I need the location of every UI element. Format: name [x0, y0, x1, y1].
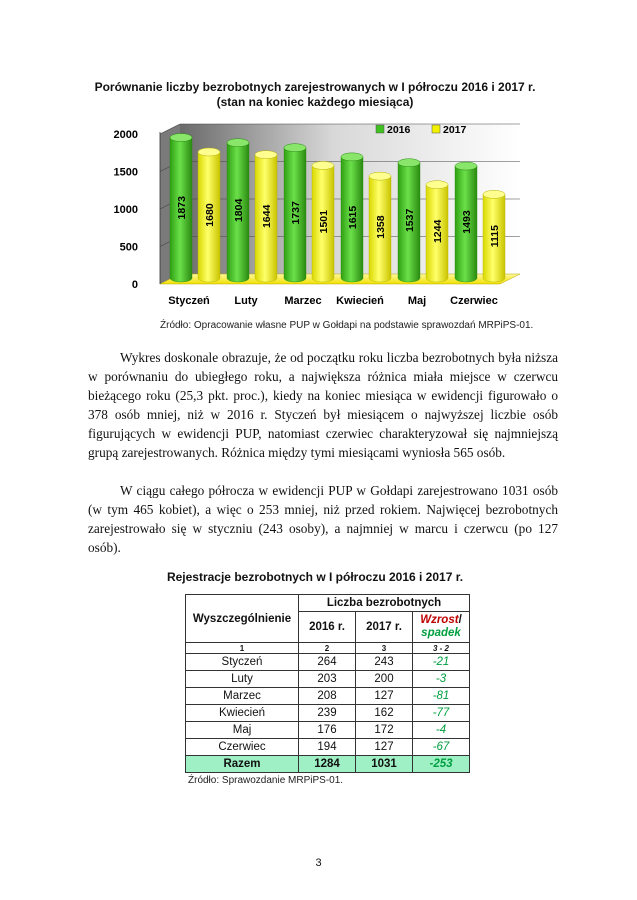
y-tick-label: 1000 — [113, 204, 138, 216]
x-tick-label: Czerwiec — [450, 295, 498, 307]
chart-title-main: Porównanie liczby bezrobotnych zarejestrowanych w I półroczu 2016 i 2017 r. — [94, 80, 536, 94]
legend-swatch-2016 — [376, 125, 384, 133]
y-tick-label: 0 — [131, 279, 138, 291]
y-tick-label: 1500 — [113, 166, 138, 179]
bar-top-2016-2 — [284, 144, 306, 152]
x-tick-label: Kwiecień — [336, 295, 384, 307]
table-source: Źródło: Sprawozdanie MRPiPS-01. — [188, 775, 344, 786]
registration-table — [185, 594, 470, 773]
legend-swatch-2017 — [432, 125, 440, 133]
x-tick-label: Luty — [234, 295, 258, 307]
bar-top-2017-2 — [312, 161, 334, 169]
data-label: 1358 — [375, 215, 387, 239]
table-title: Rejestracje bezrobotnych w I półroczu 2016 i 2017 r. — [166, 570, 464, 584]
page-number: 3 — [315, 857, 322, 869]
legend-label-2017: 2017 — [443, 124, 467, 136]
table-row: Kwiecień 239 162 -77 — [186, 705, 470, 722]
x-tick-label: Styczeń — [168, 295, 210, 307]
x-tick-label: Marzec — [284, 295, 322, 307]
x-tick-label: Maj — [407, 295, 427, 307]
bar-top-2017-4 — [426, 181, 448, 189]
data-label: 1115 — [489, 225, 501, 248]
header-group: Liczba bezrobotnych — [299, 595, 470, 612]
table-total-row: Razem 1284 1031 -253 — [186, 756, 470, 773]
data-label: 1615 — [347, 205, 359, 230]
colnum-2: 2 — [299, 643, 356, 654]
data-label: 1244 — [432, 219, 444, 244]
chart-source: Źródło: Opracowanie własne PUP w Gołdapi na podstawie sprawozdań MRPiPS-01. — [160, 320, 534, 331]
legend-label-2016: 2016 — [387, 124, 411, 136]
bar-top-2016-1 — [227, 139, 249, 147]
data-label: 1737 — [290, 201, 302, 225]
colnum-3: 3 — [356, 643, 413, 654]
bar-top-2016-4 — [398, 159, 420, 167]
paragraph-2: W ciągu całego półrocza w ewidencji PUP w Gołdapi zarejestrowano 1031 osób (w tym 465 kobiet), a więc o 253 mniej, niż przed rokiem. Najwięcej bezrobotnych zarejestrowało się w styczniu (243 osoby), a najmniej w marcu i czerwcu (po 127 osób). — [88, 483, 558, 555]
data-label: 1873 — [176, 196, 188, 220]
table-row: Maj 176 172 -4 — [186, 722, 470, 739]
table-row: Styczeń 264 243 -21 — [186, 654, 470, 671]
header-diff: Wzrost/ spadek — [413, 612, 470, 643]
bar-top-2016-5 — [455, 162, 477, 170]
bar-top-2017-0 — [198, 148, 220, 156]
data-label: 1537 — [404, 208, 416, 233]
bar-top-2017-5 — [483, 190, 505, 198]
table-row: Czerwiec 194 127 -67 — [186, 739, 470, 756]
bar-chart — [0, 0, 637, 320]
data-label: 1501 — [318, 210, 330, 234]
header-2017: 2017 r. — [356, 612, 413, 643]
y-tick-label: 500 — [119, 241, 138, 254]
chart-subtitle: (stan na koniec każdego miesiąca) — [216, 95, 414, 109]
colnum-1: 1 — [186, 643, 299, 654]
bar-top-2016-3 — [341, 153, 363, 161]
bar-top-2017-3 — [369, 172, 391, 180]
data-label: 1644 — [261, 204, 273, 229]
table-row: Luty 203 200 -3 — [186, 671, 470, 688]
data-label: 1804 — [233, 198, 245, 223]
header-2016: 2016 r. — [299, 612, 356, 643]
header-main: Wyszczególnienie — [186, 595, 299, 643]
y-tick-label: 2000 — [113, 129, 138, 141]
data-label: 1680 — [204, 203, 216, 227]
data-label: 1493 — [461, 210, 473, 234]
colnum-4: 3 - 2 — [413, 643, 470, 654]
bar-top-2016-0 — [170, 134, 192, 142]
bar-top-2017-1 — [255, 151, 277, 159]
paragraph-1: Wykres doskonale obrazuje, że od początku roku liczba bezrobotnych była niższa w porównaniu do ubiegłego roku, a największa różnica miała miejsce w czerwcu bieżącego roku (25,3 pkt. proc.), kiedy na koniec miesiąca w ewidencji figurowało o 378 osób mniej, niż w 2016 r. Styczeń był miesiącem o najwyższej liczbie osób figurujących w ewidencji PUP, natomiast czerwiec charakteryzował się najmniejszą grupą zarejestrowanych. Różnica między tymi miesiącami wyniosła 565 osób. — [88, 350, 558, 460]
table-row: Marzec 208 127 -81 — [186, 688, 470, 705]
